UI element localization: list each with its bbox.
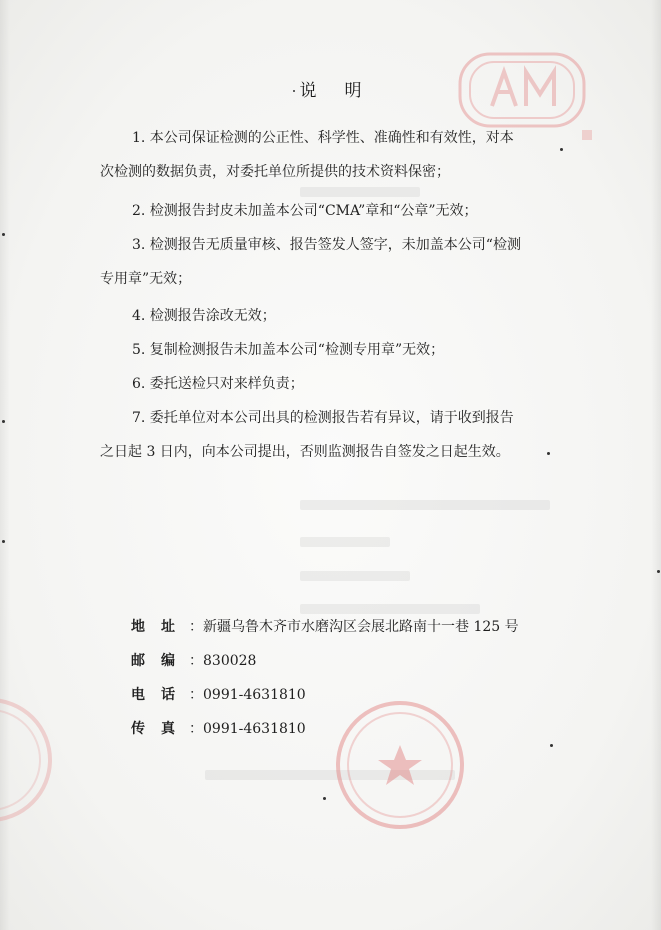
fax-value: 0991-4631810 (203, 721, 306, 737)
scan-speck (2, 540, 5, 543)
postcode-value: 830028 (203, 653, 257, 669)
notice-item-text: 2. 检测报告封皮未加盖本公司“CMA”章和“公章”无效； (132, 203, 478, 219)
phone-value: 0991-4631810 (203, 687, 306, 703)
scan-speck (2, 420, 5, 423)
notice-item-text: 5. 复制检测报告未加盖本公司“检测专用章”无效； (132, 342, 445, 358)
page-edge-shadow-right (651, 0, 661, 930)
notice-item-text: 次检测的数据负责，对委托单位所提供的技术资料保密； (100, 164, 450, 180)
notice-item-3 (100, 228, 588, 296)
notice-item-text: 7. 委托单位对本公司出具的检测报告若有异议，请于收到报告 (132, 410, 514, 426)
contact-label: 传 真 (131, 721, 175, 737)
notice-item-text: 4. 检测报告涂改无效； (132, 308, 276, 324)
notice-item-text: 3. 检测报告无质量审核、报告签发人签字，未加盖本公司“检测 (132, 237, 521, 253)
contact-postcode: 邮 编 ：830028 (131, 644, 256, 678)
show-through-line (300, 537, 390, 547)
notice-item-text: 6. 委托送检只对来样负责； (132, 376, 304, 392)
show-through-line (300, 571, 410, 581)
notice-item-1 (100, 121, 588, 189)
notice-item-4 (100, 299, 588, 333)
notice-item-6 (100, 367, 588, 401)
notice-item-text: 1. 本公司保证检测的公正性、科学性、准确性和有效性，对本 (132, 130, 514, 146)
edge-seal-icon (0, 680, 60, 840)
scan-speck (2, 233, 5, 236)
company-seal-icon (330, 690, 470, 840)
contact-address: 地 址 ：新疆乌鲁木齐市水磨沟区会展北路南十一巷 125 号 (131, 610, 519, 644)
contact-label: 地 址 (131, 619, 175, 635)
contact-label: 邮 编 (131, 653, 175, 669)
contact-phone: 电 话 ：0991-4631810 (131, 678, 306, 712)
scan-speck (323, 797, 326, 800)
scan-speck (657, 570, 660, 573)
notice-item-5 (100, 333, 588, 367)
notice-item-7 (100, 401, 588, 469)
notice-item-text: 专用章”无效； (100, 271, 192, 287)
notice-item-2 (100, 194, 588, 228)
scan-speck (560, 148, 563, 151)
notice-item-text: 之日起 3 日内，向本公司提出，否则监测报告自签发之日起生效。 (100, 444, 510, 460)
page-title: 说明 (299, 81, 390, 101)
contact-fax: 传 真 ：0991-4631810 (131, 712, 306, 746)
scan-speck (293, 90, 295, 92)
address-value: 新疆乌鲁木齐市水磨沟区会展北路南十一巷 125 号 (203, 619, 519, 635)
scan-speck (550, 744, 553, 747)
scan-speck (547, 452, 550, 455)
show-through-line (300, 500, 550, 510)
contact-label: 电 话 (131, 687, 175, 703)
